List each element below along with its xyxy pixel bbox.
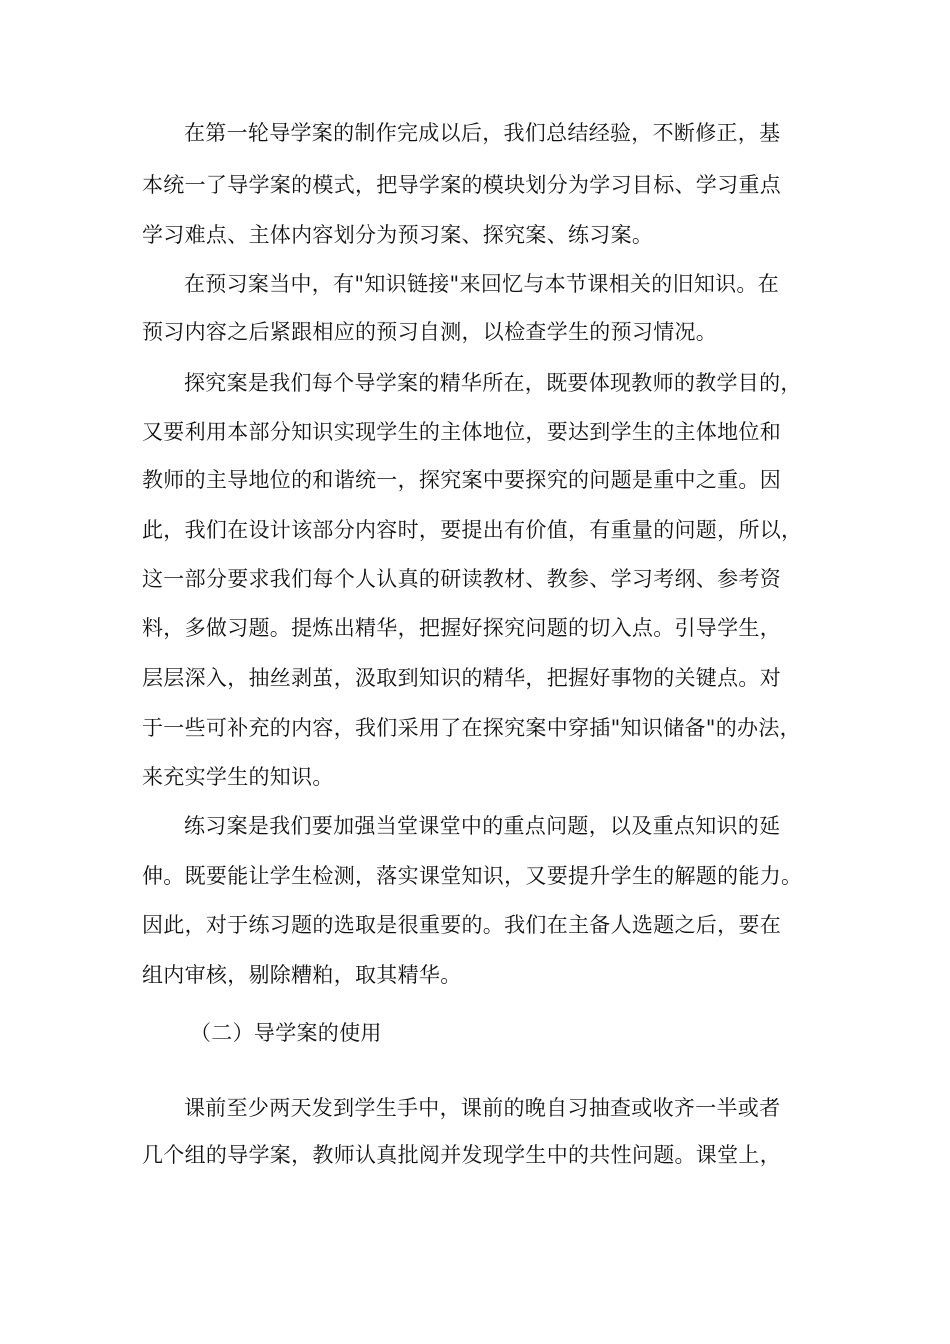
paragraph-3-line-1: 探究案是我们每个导学案的精华所在，既要体现教师的教学目的， [184, 371, 802, 395]
paragraph-3-line-4: 此，我们在设计该部分内容时，要提出有价值，有重量的问题，所以， [142, 518, 803, 542]
paragraph-1-line-3: 学习难点、主体内容划分为预习案、探究案、练习案。 [142, 223, 654, 247]
paragraph-4-line-4: 组内审核，剔除糟粕，取其精华。 [142, 963, 462, 987]
paragraph-3-line-7: 层层深入，抽丝剥茧，汲取到知识的精华，把握好事物的关键点。对 [142, 666, 781, 690]
paragraph-3-line-3: 教师的主导地位的和谐统一，探究案中要探究的问题是重中之重。因 [142, 468, 781, 492]
paragraph-2-line-1: 在预习案当中，有"知识链接"来回忆与本节课相关的旧知识。在 [184, 272, 780, 296]
paragraph-4-line-1: 练习案是我们要加强当堂课堂中的重点问题，以及重点知识的延 [184, 814, 781, 838]
paragraph-1-line-1: 在第一轮导学案的制作完成以后，我们总结经验，不断修正，基 [184, 121, 781, 145]
paragraph-5-line-1: 课前至少两天发到学生手中，课前的晚自习抽查或收齐一半或者 [184, 1096, 781, 1120]
paragraph-4-line-2: 伸。既要能让学生检测，落实课堂知识，又要提升学生的解题的能力。 [142, 864, 803, 888]
paragraph-2-line-2: 预习内容之后紧跟相应的预习自测，以检查学生的预习情况。 [142, 320, 718, 344]
paragraph-3-line-8: 于一些可补充的内容，我们采用了在探究案中穿插"知识储备"的办法， [142, 716, 801, 740]
paragraph-5-line-2: 几个组的导学案，教师认真批阅并发现学生中的共性问题。课堂上， [142, 1143, 781, 1167]
section-heading: （二）导学案的使用 [190, 1021, 382, 1045]
paragraph-4-line-3: 因此，对于练习题的选取是很重要的。我们在主备人选题之后，要在 [142, 913, 781, 937]
paragraph-3-line-6: 料，多做习题。提炼出精华，把握好探究问题的切入点。引导学生， [142, 616, 781, 640]
paragraph-3-line-9: 来充实学生的知识。 [142, 765, 334, 789]
paragraph-3-line-5: 这一部分要求我们每个人认真的研读教材、教参、学习考纲、参考资 [142, 567, 781, 591]
paragraph-1-line-2: 本统一了导学案的模式，把导学案的模块划分为学习目标、学习重点 [142, 173, 781, 197]
paragraph-3-line-2: 又要利用本部分知识实现学生的主体地位，要达到学生的主体地位和 [142, 420, 781, 444]
